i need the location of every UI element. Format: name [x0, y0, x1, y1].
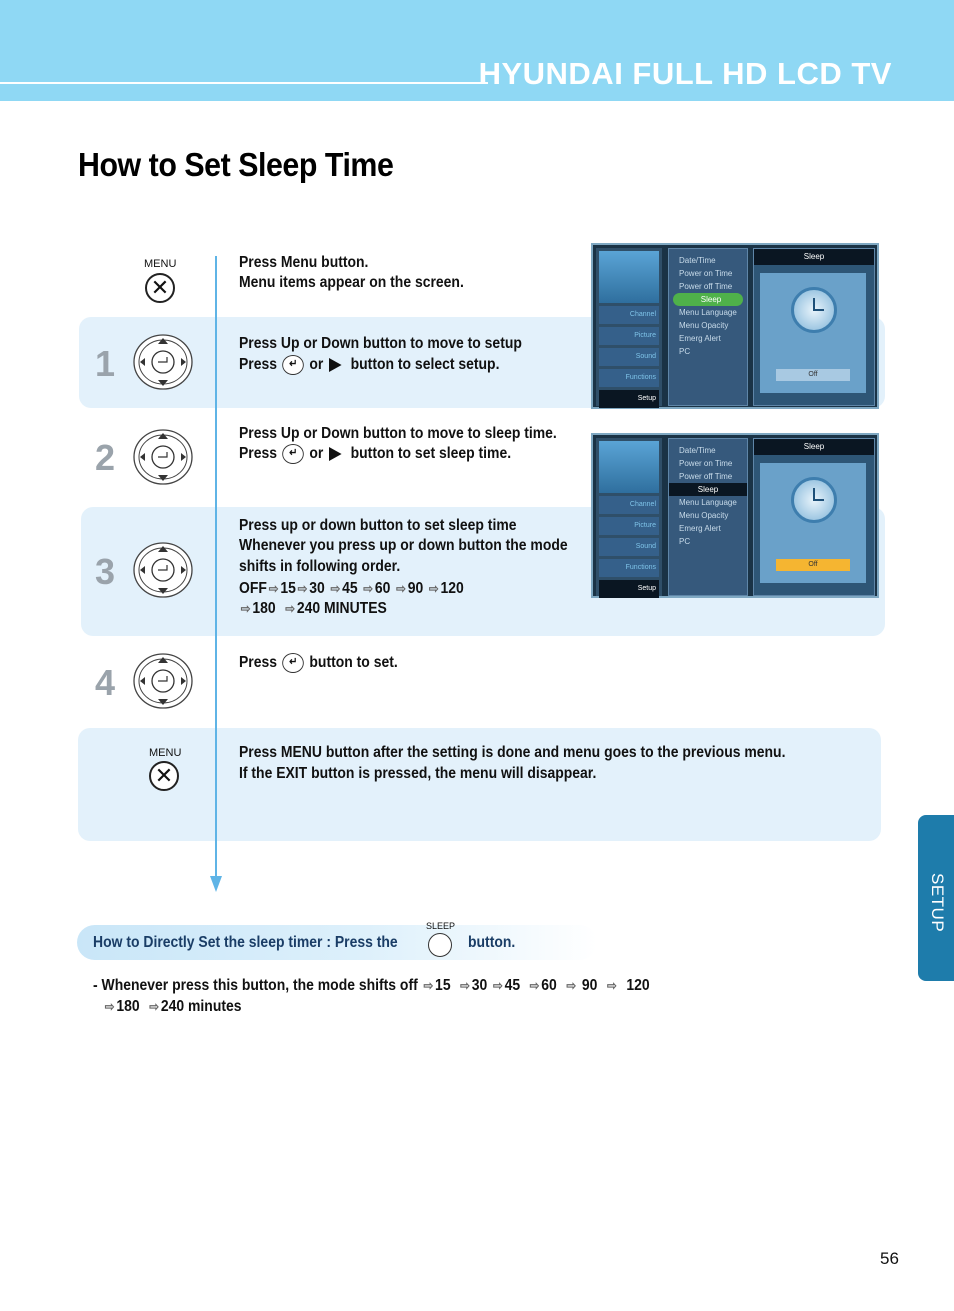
step1-press: Press [239, 356, 278, 373]
gear-icon [599, 441, 659, 493]
gear-icon [599, 251, 659, 303]
tv-tab: Functions [599, 559, 659, 577]
dpad-icon [132, 652, 194, 710]
brand-title: HYUNDAI FULL HD LCD TV [478, 56, 892, 91]
seq-item: 60 [374, 580, 391, 597]
enter-button-icon: ↵ [282, 444, 304, 464]
step4-line [239, 652, 398, 673]
arrow-icon: ⇨ [606, 978, 617, 993]
page-number: 56 [880, 1249, 899, 1268]
menu-button-icon: ✕ [145, 273, 175, 303]
clock-icon [791, 287, 837, 333]
tv-item: Power off Time [679, 472, 733, 481]
tv-item-selected: Sleep [669, 483, 747, 496]
step1-line2 [239, 354, 499, 375]
tv-tab: Picture [599, 517, 659, 535]
tv-sleep-panel [753, 248, 875, 406]
seq-item: 30 [309, 580, 325, 597]
step2-tail: button to set sleep time. [350, 445, 512, 462]
step3-sequence [239, 578, 464, 599]
seq-item: 15 [280, 580, 296, 597]
sleep-button-icon [428, 933, 452, 957]
tv-panel-body [760, 273, 866, 393]
direct-note-prefix: - Whenever press this button, the mode shifts off [93, 977, 418, 994]
tv-item: Menu Language [679, 498, 737, 507]
step-number-1: 1 [95, 343, 116, 384]
step-number-2: 2 [95, 437, 116, 478]
step2-press: Press [239, 445, 278, 462]
tv-item: Menu Language [679, 308, 737, 317]
arrow-icon: ⇨ [149, 999, 160, 1014]
timeline-arrow-icon [210, 876, 222, 892]
tv-item: Date/Time [679, 256, 716, 265]
clock-icon [791, 477, 837, 523]
step1-or: or [309, 356, 324, 373]
step4-press: Press [239, 654, 278, 671]
tv-item: Date/Time [679, 446, 716, 455]
arrow-icon: ⇨ [396, 581, 406, 596]
tv-sidebar [596, 248, 662, 406]
step1-line1: Press Up or Down button to move to setup [239, 335, 522, 352]
tv-item: Emerg Alert [679, 524, 721, 533]
tv-sidebar [596, 438, 662, 596]
right-arrow-icon [329, 447, 342, 461]
step3-line3: shifts in following order. [239, 558, 401, 575]
tv-menu-list [668, 248, 748, 406]
arrow-icon: ⇨ [268, 581, 279, 596]
right-arrow-icon [329, 358, 342, 372]
tv-tab: Channel [599, 496, 659, 514]
tv-panel-title: Sleep [754, 439, 874, 455]
dpad-icon [132, 333, 194, 391]
step4-tail: button to set. [309, 654, 398, 671]
arrow-icon: ⇨ [297, 581, 308, 596]
tv-menu-list [668, 438, 748, 596]
tv-item: PC [679, 347, 691, 356]
direct-note-line1 [93, 975, 650, 996]
tv-tab: Sound [599, 538, 659, 556]
outro-line2: If the EXIT button is pressed, the menu will disappear. [239, 765, 597, 782]
intro-line2: Menu items appear on the screen. [239, 274, 464, 291]
seq-item: 90 [581, 977, 598, 994]
arrow-icon: ⇨ [428, 581, 439, 596]
sleep-label: SLEEP [426, 921, 456, 931]
tv-item: Menu Opacity [679, 321, 729, 330]
seq-item: 240 minutes [160, 998, 242, 1015]
side-tab-setup [918, 815, 954, 981]
tv-item-selected: Sleep [673, 293, 743, 306]
step3-line1: Press up or down button to set sleep time [239, 517, 517, 534]
tv-menu-screenshot-1 [591, 243, 879, 409]
tv-item: Power on Time [679, 269, 733, 278]
arrow-icon: ⇨ [460, 978, 470, 993]
tv-tab: Functions [599, 369, 659, 387]
arrow-icon: ⇨ [104, 999, 115, 1014]
arrow-icon: ⇨ [492, 978, 503, 993]
intro-line1: Press Menu button. [239, 254, 369, 271]
arrow-icon: ⇨ [330, 581, 341, 596]
arrow-icon: ⇨ [240, 601, 251, 616]
arrow-icon: ⇨ [363, 581, 374, 596]
seq-item: 180 [116, 998, 140, 1015]
tv-panel-body [760, 463, 866, 583]
page-title: How to Set Sleep Time [78, 146, 394, 183]
dpad-icon [132, 428, 194, 486]
step2-line1: Press Up or Down button to move to sleep time. [239, 425, 557, 442]
step1-tail: button to select setup. [350, 356, 500, 373]
tv-tab: Setup [599, 390, 659, 408]
timeline [215, 256, 217, 878]
dpad-icon [132, 541, 194, 599]
arrow-icon: ⇨ [423, 978, 434, 993]
tv-tab: Picture [599, 327, 659, 345]
tv-menu-screenshot-2 [591, 433, 879, 598]
tv-item: Power off Time [679, 282, 733, 291]
tv-item: PC [679, 537, 691, 546]
tv-sleep-value: Off [776, 559, 850, 571]
tv-panel-title: Sleep [754, 249, 874, 265]
step-number-4: 4 [95, 662, 116, 703]
direct-note-line2 [103, 996, 242, 1017]
step3-line2: Whenever you press up or down button the mode [239, 537, 568, 554]
tv-sleep-value: Off [776, 369, 850, 381]
seq-item: 45 [342, 580, 358, 597]
outro-line1: Press MENU button after the setting is done and menu goes to the previous menu. [239, 744, 786, 761]
tv-item: Emerg Alert [679, 334, 721, 343]
tv-tab: Sound [599, 348, 659, 366]
menu-label: MENU [149, 747, 182, 759]
header-rule [0, 82, 488, 84]
enter-button-icon: ↵ [282, 653, 304, 673]
direct-sleep-label: How to Directly Set the sleep timer : Press the [93, 934, 398, 951]
seq-item: 45 [504, 977, 521, 994]
direct-sleep-tail: button. [468, 934, 516, 951]
arrow-icon: ⇨ [566, 978, 577, 993]
tv-tab: Setup [599, 580, 659, 598]
seq-item: 120 [626, 977, 650, 994]
seq-item: 180 [252, 600, 276, 617]
step3-sequence2 [239, 598, 387, 619]
step2-or: or [309, 445, 324, 462]
seq-item: 30 [471, 977, 488, 994]
menu-button-icon: ✕ [149, 761, 179, 791]
tv-item: Menu Opacity [679, 511, 729, 520]
arrow-icon: ⇨ [285, 601, 296, 616]
seq-item: 60 [541, 977, 557, 994]
seq-item: 15 [435, 977, 451, 994]
step-number-3: 3 [95, 551, 116, 592]
tv-sleep-panel [753, 438, 875, 596]
seq-item: 120 [440, 580, 464, 597]
enter-button-icon: ↵ [282, 355, 304, 375]
tv-item: Power on Time [679, 459, 733, 468]
menu-label: MENU [144, 258, 177, 270]
seq-item: 90 [407, 580, 424, 597]
step2-line2 [239, 443, 511, 464]
seq-item: OFF [239, 580, 267, 597]
arrow-icon: ⇨ [529, 978, 540, 993]
tv-tab: Channel [599, 306, 659, 324]
side-tab-label: SETUP [928, 873, 947, 933]
seq-item: 240 MINUTES [296, 600, 387, 617]
